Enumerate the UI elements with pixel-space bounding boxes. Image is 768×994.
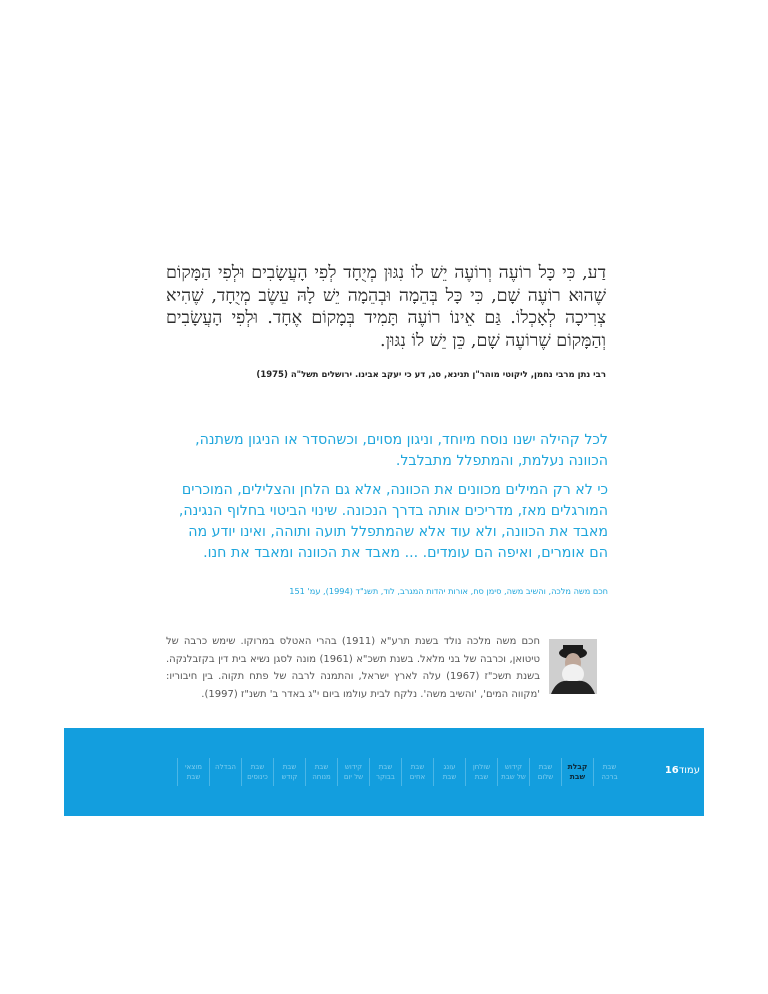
nav-item-7[interactable] bbox=[369, 758, 401, 786]
quote-source: רבי נתן מרבי נחמן, ליקוטי מוהר"ן תנינא, סג, דע כי יעקב אבינו. ירושלים תשל"ה (1975) bbox=[256, 370, 606, 380]
nav-item-line2: כינוסים bbox=[247, 773, 268, 781]
nav-item-line1: שבת bbox=[314, 763, 329, 771]
nav-item-line1: קבלת bbox=[567, 762, 588, 771]
nav-item-line2: שבת bbox=[474, 773, 489, 781]
page-number: 16 bbox=[664, 765, 679, 776]
nav-item-line1: שבת bbox=[538, 763, 553, 771]
nav-item-4[interactable] bbox=[465, 758, 497, 786]
nav-item-line2: של שבת bbox=[501, 773, 526, 781]
nav-item-line1: שבת bbox=[378, 763, 393, 771]
nav-item-line1: מוצאי bbox=[184, 763, 203, 771]
nav-item-line2: שבת bbox=[186, 773, 201, 781]
nav-item-line1: הבדלה bbox=[215, 763, 236, 771]
page-indicator bbox=[640, 763, 700, 779]
nav-item-1[interactable] bbox=[561, 758, 593, 786]
nav-item-line2: שלום bbox=[537, 773, 554, 781]
blue-quote-block bbox=[166, 430, 608, 572]
nav-item-line2: ברכה bbox=[601, 773, 618, 781]
nav-item-line2: קודש bbox=[281, 773, 298, 781]
chapter-nav bbox=[177, 758, 625, 786]
nav-item-line1: שולחן bbox=[472, 763, 491, 771]
nav-item-line2: בבוקר bbox=[376, 773, 395, 781]
blue-quote-source: חכם משה מלכה, והשיב משה, סימן סח, אורות יהדות המגרב, לוד, תשנ"ד (1994), עמ' 151 bbox=[289, 586, 608, 596]
nav-item-9[interactable] bbox=[305, 758, 337, 786]
nav-item-line1: קידוש bbox=[344, 763, 363, 771]
nav-item-line1: קידוש bbox=[504, 763, 523, 771]
nav-item-line1: שבת bbox=[250, 763, 265, 771]
nav-item-line2: מנוחה bbox=[312, 773, 331, 781]
nav-item-line1: עונג bbox=[443, 763, 456, 771]
portrait-image bbox=[549, 639, 597, 694]
nav-item-line1: שבת bbox=[602, 763, 617, 771]
nav-item-3[interactable] bbox=[497, 758, 529, 786]
nav-item-5[interactable] bbox=[433, 758, 465, 786]
nav-item-0[interactable] bbox=[593, 758, 625, 786]
nav-item-8[interactable] bbox=[337, 758, 369, 786]
nav-item-line1: שבת bbox=[410, 763, 425, 771]
nav-item-2[interactable] bbox=[529, 758, 561, 786]
nav-item-12[interactable] bbox=[209, 758, 241, 786]
blue-paragraph-1: לכל קהילה ישנו נוסח מיוחד, וניגון מסוים, וכשהסדר או הניגון משתנה, הכוונה נעלמת, והמתפלל מתבלבל. bbox=[195, 432, 608, 469]
portrait-icon bbox=[549, 639, 597, 694]
blue-paragraph-2: כי לא רק המילים מכוונים את הכוונה, אלא גם הלחן והצלילים, המוכרים המורגלים מאז, מדריכים אותה בדרך הנכונה. שינוי הביטוי בחלוף הנגינה, מאבד את הכוונה, ולא עוד אלא שהמתפלל תועה ותוהה, ואינו יודע מה הם אומרים, ואיפה הם עומדים. ... מאבד את הכוונה ומאבד את חנו. bbox=[178, 482, 608, 561]
nav-item-line2: אחים bbox=[409, 773, 426, 781]
nav-item-line2: שבת bbox=[569, 772, 586, 781]
nav-item-line1: שבת bbox=[282, 763, 297, 771]
nav-item-13[interactable] bbox=[177, 758, 209, 786]
nav-item-10[interactable] bbox=[273, 758, 305, 786]
page-word: עמוד bbox=[678, 765, 700, 776]
bio-text: חכם משה מלכה נולד בשנת תרע"א (1911) בהרי האטלס במרוקו. שימש כרבה של טיטואן, וכרבה של בני מלאל. בשנת תשכ"א (1961) מונה לסגן נשיא בית דין בקזבלנקה. בשנת תשכ"ז (1967) עלה לארץ ישראל, והתמנה לרבה של פתח תקוה. בין חיבוריו: 'מקווה המים', 'והשיב משה'. נלקח לבית עולמו ביום י"ג באדר ב' תשנ"ז (1997). bbox=[166, 636, 540, 700]
nav-item-6[interactable] bbox=[401, 758, 433, 786]
nav-item-line2: שבת bbox=[442, 773, 457, 781]
nav-item-11[interactable] bbox=[241, 758, 273, 786]
nav-item-line2: של יום bbox=[343, 773, 364, 781]
quote-text: דַע, כִּי כָּל רוֹעֶה וְרוֹעֶה יֵשׁ לוֹ נִגּוּן מְיֻחָד לְפִי הָעֲשָׂבִים וּלְפִי הַמָּקוֹם שֶׁהוּא רוֹעֶה שָׁם, כִּי כָּל בְּהֵמָה וּבְהֵמָה יֵשׁ לָהּ עֵשֶׂב מְיֻחָד, שֶׁהִיא צְרִיכָה לְאָכְלוֹ. גַּם אֵינוֹ רוֹעֶה תָּמִיד בְּמָקוֹם אֶחָד. וּלְפִי הָעֲשָׂבִים וְהַמָּקוֹם שֶׁרוֹעֶה שָׁם, כֵּן יֵשׁ לוֹ נִגּוּן. bbox=[166, 263, 606, 351]
